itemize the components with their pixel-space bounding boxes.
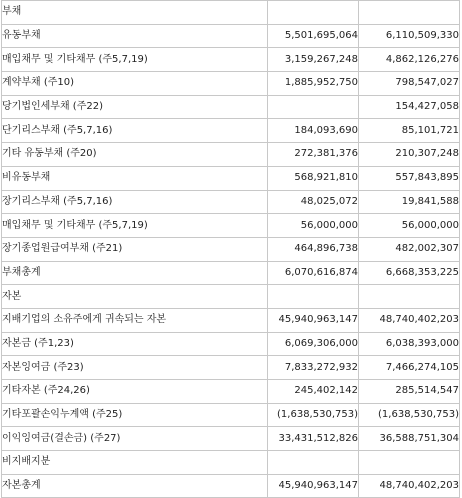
current-period-amount: 45,940,963,147 [268, 474, 359, 498]
current-period-amount: 464,896,738 [268, 237, 359, 261]
table-row [2, 380, 460, 404]
prior-period-amount: (1,638,530,753) [359, 403, 460, 427]
prior-period-amount: 557,843,895 [359, 166, 460, 190]
current-period-amount: 5,501,695,064 [268, 24, 359, 48]
current-period-amount: 1,885,952,750 [268, 72, 359, 96]
table-row [2, 214, 460, 238]
current-period-amount: 48,025,072 [268, 190, 359, 214]
table-row [2, 356, 460, 380]
account-name: 매입채무 및 기타채무 (주5,7,19) [2, 214, 268, 238]
account-name: 당기법인세부채 (주22) [2, 95, 268, 119]
prior-period-amount: 48,740,402,203 [359, 474, 460, 498]
account-name: 자본 [2, 285, 268, 309]
table-row [2, 332, 460, 356]
prior-period-amount: 7,466,274,105 [359, 356, 460, 380]
table-row [2, 166, 460, 190]
table-row [2, 308, 460, 332]
account-name: 비지배지분 [2, 451, 268, 475]
account-name: 장기리스부채 (주5,7,16) [2, 190, 268, 214]
prior-period-amount: 6,668,353,225 [359, 261, 460, 285]
account-name: 자본총계 [2, 474, 268, 498]
table-row [2, 119, 460, 143]
balance-sheet-table [1, 0, 460, 498]
account-name: 자본금 (주1,23) [2, 332, 268, 356]
prior-period-amount: 85,101,721 [359, 119, 460, 143]
account-name: 계약부채 (주10) [2, 72, 268, 96]
current-period-amount: 3,159,267,248 [268, 48, 359, 72]
table-row [2, 72, 460, 96]
account-name: 비유동부채 [2, 166, 268, 190]
prior-period-amount: 56,000,000 [359, 214, 460, 238]
account-name: 지배기업의 소유주에게 귀속되는 자본 [2, 308, 268, 332]
table-row [2, 24, 460, 48]
table-row [2, 1, 460, 25]
current-period-amount: 272,381,376 [268, 143, 359, 167]
current-period-amount [268, 95, 359, 119]
current-period-amount: 6,069,306,000 [268, 332, 359, 356]
prior-period-amount [359, 285, 460, 309]
table-row [2, 403, 460, 427]
account-name: 유동부채 [2, 24, 268, 48]
account-name: 부채 [2, 1, 268, 25]
prior-period-amount: 36,588,751,304 [359, 427, 460, 451]
current-period-amount [268, 1, 359, 25]
table-row [2, 451, 460, 475]
current-period-amount [268, 285, 359, 309]
prior-period-amount: 48,740,402,203 [359, 308, 460, 332]
table-row [2, 261, 460, 285]
table-row [2, 143, 460, 167]
account-name: 부채총계 [2, 261, 268, 285]
current-period-amount: 245,402,142 [268, 380, 359, 404]
table-row [2, 474, 460, 498]
account-name: 매입채무 및 기타채무 (주5,7,19) [2, 48, 268, 72]
current-period-amount: 568,921,810 [268, 166, 359, 190]
prior-period-amount [359, 451, 460, 475]
prior-period-amount: 19,841,588 [359, 190, 460, 214]
prior-period-amount: 210,307,248 [359, 143, 460, 167]
current-period-amount: 7,833,272,932 [268, 356, 359, 380]
account-name: 기타포괄손익누계액 (주25) [2, 403, 268, 427]
account-name: 이익잉여금(결손금) (주27) [2, 427, 268, 451]
prior-period-amount: 6,038,393,000 [359, 332, 460, 356]
account-name: 자본잉여금 (주23) [2, 356, 268, 380]
current-period-amount: 56,000,000 [268, 214, 359, 238]
account-name: 장기종업원급여부채 (주21) [2, 237, 268, 261]
prior-period-amount [359, 1, 460, 25]
current-period-amount: 6,070,616,874 [268, 261, 359, 285]
account-name: 기타 유동부채 (주20) [2, 143, 268, 167]
current-period-amount: (1,638,530,753) [268, 403, 359, 427]
prior-period-amount: 285,514,547 [359, 380, 460, 404]
table-row [2, 237, 460, 261]
account-name: 단기리스부채 (주5,7,16) [2, 119, 268, 143]
current-period-amount: 184,093,690 [268, 119, 359, 143]
prior-period-amount: 4,862,126,276 [359, 48, 460, 72]
prior-period-amount: 6,110,509,330 [359, 24, 460, 48]
table-row [2, 285, 460, 309]
current-period-amount: 33,431,512,826 [268, 427, 359, 451]
prior-period-amount: 154,427,058 [359, 95, 460, 119]
table-row [2, 427, 460, 451]
account-name: 기타자본 (주24,26) [2, 380, 268, 404]
table-row [2, 190, 460, 214]
balance-sheet-body [2, 1, 460, 498]
table-row [2, 95, 460, 119]
current-period-amount [268, 451, 359, 475]
current-period-amount: 45,940,963,147 [268, 308, 359, 332]
table-row [2, 48, 460, 72]
prior-period-amount: 482,002,307 [359, 237, 460, 261]
prior-period-amount: 798,547,027 [359, 72, 460, 96]
